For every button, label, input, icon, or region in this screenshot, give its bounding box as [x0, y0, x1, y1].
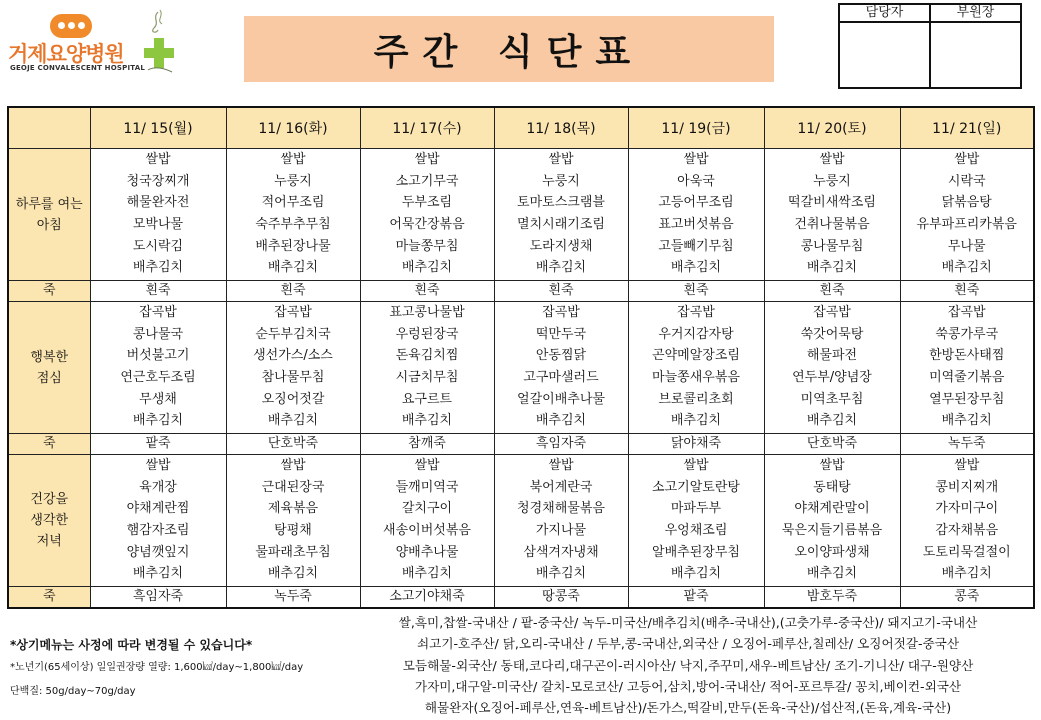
- menu-item: 곤약메알장조림: [652, 348, 740, 364]
- porridge-cell: 흑임자죽: [494, 434, 628, 455]
- menu-item: 탕평채: [274, 523, 312, 539]
- menu-item: 배추김치: [401, 566, 453, 582]
- lunch-label-line: 점심: [36, 370, 62, 386]
- menu-item: 북어계란국: [529, 479, 593, 495]
- approval-sign-vice-director[interactable]: [930, 22, 1021, 88]
- breakfast-menu-cell: [494, 149, 628, 281]
- menu-item: 마늘쫑새우볶음: [652, 370, 740, 386]
- menu-item: 잡곡밥: [274, 305, 312, 320]
- porridge-cell: 콩죽: [900, 587, 1034, 609]
- porridge-cell: 흰죽: [628, 281, 764, 302]
- menu-item: 마늘쫑무침: [395, 238, 459, 254]
- day-header: 11/ 16(화): [226, 107, 360, 149]
- menu-item: 두부조림: [401, 195, 453, 211]
- menu-item: 쑥갓어묵탕: [800, 326, 864, 342]
- menu-item: 열무된장무침: [929, 391, 1005, 407]
- menu-item: 안동찜닭: [535, 348, 587, 364]
- menu-item: 쌀밥: [280, 458, 306, 473]
- porridge-cell: 팥죽: [628, 587, 764, 609]
- menu-item: 무생채: [139, 391, 177, 407]
- origin-line: 쇠고기-호주산/ 닭,오리-국내산 / 두부,콩-국내산,외국산 / 오징어-페루산,칠레산/ 오징어젓갈-중국산: [416, 636, 960, 652]
- porridge-cell: 흰죽: [226, 281, 360, 302]
- menu-item: 건취나물볶음: [794, 217, 870, 233]
- menu-item: 표고콩나물밥: [389, 305, 465, 320]
- menu-item: 소고기무국: [395, 173, 459, 189]
- menu-item: 오이양파생채: [794, 544, 870, 560]
- menu-item: 생선가스/소스: [253, 348, 333, 364]
- menu-item: 쌀밥: [954, 152, 980, 167]
- change-notice: *상기메뉴는 사정에 따라 변경될 수 있습니다*: [10, 638, 253, 652]
- menu-item: 누룽지: [813, 173, 851, 189]
- dinner-label-line: 건강을: [30, 492, 69, 507]
- day-header: 11/ 18(목): [494, 107, 628, 149]
- day-header: 11/ 15(월): [90, 107, 226, 149]
- menu-item: 쑥콩가루국: [935, 326, 999, 342]
- menu-item: 연근호두조림: [120, 370, 196, 386]
- menu-item: 콩나물국: [132, 326, 184, 342]
- menu-item: 얼갈이배추나물: [517, 391, 605, 407]
- menu-item: 배추김치: [132, 260, 184, 276]
- porridge-cell: 단호박죽: [764, 434, 900, 455]
- origin-line: 해물완자(오징어-페루산,연육-베트남산)/돈가스,떡갈비,만두(돈육-국산)/섭산적,(돈육,계육-국산): [424, 700, 952, 716]
- menu-item: 야채계란말이: [794, 501, 870, 517]
- breakfast-label-line: 아침: [36, 217, 62, 233]
- page-title: 주간 식단표: [244, 16, 774, 82]
- lunch-menu-cell: [360, 302, 494, 434]
- menu-item: 숙주부추무침: [255, 217, 331, 233]
- breakfast-menu-cell: [360, 149, 494, 281]
- menu-item: 쌀밥: [548, 152, 574, 167]
- porridge-cell: 소고기야채죽: [360, 587, 494, 609]
- menu-item: 돈육김치찜: [395, 348, 459, 364]
- lunch-label-line: 행복한: [30, 349, 69, 365]
- menu-item: 쌀밥: [954, 458, 980, 473]
- menu-item: 감자채볶음: [935, 523, 999, 539]
- dinner-label: [8, 455, 90, 587]
- menu-item: 양배추나물: [395, 544, 459, 560]
- menu-item: 배추김치: [267, 566, 319, 582]
- menu-item: 배추김치: [806, 413, 858, 429]
- dinner-menu-cell: [764, 455, 900, 587]
- menu-item: 소고기알토란탕: [652, 479, 740, 495]
- breakfast-label: [8, 149, 90, 281]
- approval-box: [838, 3, 1022, 89]
- corner-cell: [8, 107, 90, 149]
- menu-item: 배추된장나물: [255, 238, 331, 254]
- breakfast-menu-cell: [900, 149, 1034, 281]
- day-header: 11/ 20(토): [764, 107, 900, 149]
- lunch_porridge-row: [8, 434, 1034, 455]
- hospital-name-en: GEOJE CONVALESCENT HOSPITAL: [10, 64, 145, 72]
- porridge-cell: 닭야채죽: [628, 434, 764, 455]
- porridge-cell: 흰죽: [360, 281, 494, 302]
- dinner-label-line: 저녁: [36, 534, 62, 549]
- protein-recommendation: 단백질: 50g/day~70g/day: [10, 686, 136, 697]
- menu-item: 알배추된장무침: [652, 544, 740, 560]
- breakfast_porridge-label: 죽: [8, 281, 90, 302]
- menu-item: 동태탕: [813, 479, 851, 495]
- menu-item: 청경채해물볶음: [517, 501, 605, 517]
- lunch-menu-cell: [628, 302, 764, 434]
- breakfast-menu-cell: [90, 149, 226, 281]
- menu-item: 배추김치: [132, 566, 184, 582]
- lunch-menu-cell: [90, 302, 226, 434]
- menu-item: 쌀밥: [145, 458, 171, 473]
- menu-item: 쌀밥: [683, 458, 709, 473]
- menu-item: 쌀밥: [414, 458, 440, 473]
- dinner_porridge-label: 죽: [8, 587, 90, 609]
- menu-item: 해물완자전: [126, 195, 190, 211]
- porridge-cell: 팥죽: [90, 434, 226, 455]
- menu-item: 쌀밥: [145, 152, 171, 167]
- origin-line: 모듬해물-외국산/ 동태,코다리,대구곤이-러시아산/ 낙지,주꾸미,새우-베트남산/ 조기-기니산/ 대구-원양산: [402, 657, 974, 673]
- porridge-cell: 흑임자죽: [90, 587, 226, 609]
- approval-header-staff: 담당자: [839, 4, 930, 22]
- menu-item: 멸치시래기조림: [517, 217, 605, 233]
- dinner-menu-cell: [900, 455, 1034, 587]
- menu-item: 양념깻잎지: [126, 544, 190, 560]
- menu-item: 토마토스크램블: [517, 195, 605, 211]
- dinner-menu-cell: [494, 455, 628, 587]
- approval-header-vice-director: 부원장: [930, 4, 1021, 22]
- menu-item: 고구마샐러드: [523, 370, 599, 386]
- menu-item: 쌀밥: [280, 152, 306, 167]
- menu-item: 들깨미역국: [395, 479, 459, 495]
- porridge-cell: 흰죽: [494, 281, 628, 302]
- menu-item: 새송이버섯볶음: [383, 523, 471, 539]
- menu-item: 한방돈사태찜: [929, 348, 1005, 364]
- menu-item: 배추김치: [806, 260, 858, 276]
- day-header-row: [8, 107, 1034, 149]
- menu-item: 우엉채조림: [664, 523, 728, 539]
- hospital-logo: [6, 8, 176, 80]
- energy-recommendation: *노년기(65세이상) 일일권장량 열량: 1,600㎉/day~1,800㎉/day: [10, 662, 304, 673]
- breakfast-menu-cell: [764, 149, 900, 281]
- menu-item: 근대된장국: [261, 479, 325, 495]
- menu-item: 갈치구이: [401, 501, 453, 517]
- menu-item: 미역줄기볶음: [929, 370, 1005, 386]
- menu-item: 쌀밥: [683, 152, 709, 167]
- menu-item: 어묵간장볶음: [389, 217, 465, 233]
- menu-item: 무나물: [947, 238, 986, 254]
- menu-item: 모박나물: [132, 217, 184, 233]
- menu-item: 배추김치: [401, 260, 453, 276]
- menu-item: 고등어무조림: [658, 195, 734, 211]
- menu-item: 햄감자조림: [126, 523, 190, 539]
- menu-item: 잡곡밥: [813, 305, 851, 320]
- dinner-menu-cell: [628, 455, 764, 587]
- menu-item: 유부파프리카볶음: [916, 217, 1017, 233]
- menu-item: 배추김치: [267, 260, 319, 276]
- menu-item: 야채계란찜: [126, 501, 190, 517]
- day-header: 11/ 21(일): [900, 107, 1034, 149]
- lunch_porridge-label: 죽: [8, 434, 90, 455]
- menu-item: 잡곡밥: [139, 305, 177, 320]
- menu-item: 배추김치: [670, 260, 722, 276]
- porridge-cell: 단호박죽: [226, 434, 360, 455]
- menu-item: 배추김치: [670, 413, 722, 429]
- dinner-menu-cell: [90, 455, 226, 587]
- menu-item: 누룽지: [274, 173, 312, 189]
- menu-item: 배추김치: [941, 566, 992, 582]
- day-header: 11/ 19(금): [628, 107, 764, 149]
- breakfast-menu-cell: [628, 149, 764, 281]
- menu-item: 표고버섯볶음: [658, 217, 734, 233]
- porridge-cell: 땅콩죽: [494, 587, 628, 609]
- menu-item: 배추김치: [132, 413, 184, 429]
- menu-item: 도시락김: [132, 238, 184, 254]
- hospital-name: 거제요양병원: [8, 42, 124, 66]
- porridge-cell: 흰죽: [900, 281, 1034, 302]
- menu-item: 브로콜리초회: [658, 391, 734, 407]
- menu-item: 배추김치: [267, 413, 319, 429]
- menu-item: 참나물무침: [261, 370, 325, 386]
- menu-item: 쌀밥: [819, 152, 845, 167]
- menu-item: 시락국: [947, 173, 986, 189]
- dinner-row: [8, 455, 1034, 587]
- menu-item: 도라지생채: [529, 238, 593, 254]
- menu-item: 마파두부: [670, 501, 722, 517]
- menu-item: 배추김치: [806, 566, 858, 582]
- breakfast-menu-cell: [226, 149, 360, 281]
- day-header: 11/ 17(수): [360, 107, 494, 149]
- menu-item: 순두부김치국: [255, 326, 331, 342]
- origin-line: 쌀,흑미,찹쌀-국내산 / 팥-중국산/ 녹두-미국산/배추김치(배추-국내산),(고춧가루-중국산)/ 돼지고기-국내산: [398, 615, 978, 630]
- menu-item: 버섯불고기: [126, 348, 190, 364]
- menu-item: 가지나물: [535, 523, 587, 539]
- menu-item: 가자미구이: [935, 501, 999, 517]
- menu-item: 배추김치: [401, 413, 453, 429]
- porridge-cell: 흰죽: [90, 281, 226, 302]
- menu-item: 콩비지찌개: [935, 479, 999, 495]
- menu-item: 배추김치: [535, 260, 587, 276]
- menu-item: 쌀밥: [819, 458, 845, 473]
- weekly-menu-table: [7, 106, 1035, 609]
- menu-item: 우거지감자탕: [658, 326, 734, 342]
- menu-item: 아욱국: [677, 173, 715, 189]
- porridge-cell: 녹두죽: [900, 434, 1034, 455]
- lunch-menu-cell: [764, 302, 900, 434]
- menu-item: 쌀밥: [414, 152, 440, 167]
- menu-item: 떡만두국: [535, 326, 587, 342]
- logo-badge-icon: [50, 14, 92, 38]
- lunch-menu-cell: [226, 302, 360, 434]
- menu-item: 해물파전: [806, 348, 858, 364]
- menu-item: 떡갈비새싹조림: [788, 195, 876, 211]
- menu-item: 삼색겨자냉채: [523, 544, 599, 560]
- menu-item: 묵은지들기름볶음: [781, 523, 883, 539]
- lunch-menu-cell: [900, 302, 1034, 434]
- menu-item: 시금치무침: [395, 370, 459, 386]
- menu-item: 잡곡밥: [677, 305, 715, 320]
- menu-item: 쌀밥: [548, 458, 574, 473]
- porridge-cell: 녹두죽: [226, 587, 360, 609]
- breakfast-row: [8, 149, 1034, 281]
- menu-item: 물파래초무침: [255, 544, 331, 560]
- breakfast-label-line: 하루를 여는: [15, 196, 83, 212]
- menu-item: 우렁된장국: [395, 326, 459, 342]
- menu-item: 배추김치: [941, 413, 992, 429]
- origin-line: 가자미,대구알-미국산/ 갈치-모로코산/ 고등어,삼치,방어-국내산/ 적어-포르투갈/ 꽁치,베이컨-외국산: [414, 678, 962, 694]
- dinner-menu-cell: [226, 455, 360, 587]
- menu-item: 오징어젓갈: [261, 391, 325, 407]
- menu-item: 잡곡밥: [542, 305, 580, 320]
- breakfast_porridge-row: [8, 281, 1034, 302]
- menu-item: 닭볶음탕: [941, 195, 992, 211]
- menu-item: 잡곡밥: [947, 305, 986, 320]
- menu-item: 배추김치: [535, 413, 587, 429]
- menu-item: 연두부/양념장: [792, 370, 872, 386]
- dinner-label-line: 생각한: [30, 513, 69, 528]
- menu-item: 요구르트: [401, 391, 453, 407]
- lunch-menu-cell: [494, 302, 628, 434]
- menu-item: 도토리묵걸절이: [922, 544, 1011, 560]
- approval-sign-staff[interactable]: [839, 22, 930, 88]
- menu-item: 적어무조림: [261, 195, 325, 211]
- menu-item: 육개장: [139, 479, 177, 495]
- porridge-cell: 흰죽: [764, 281, 900, 302]
- porridge-cell: 밤호두죽: [764, 587, 900, 609]
- menu-item: 배추김치: [670, 566, 722, 582]
- ingredient-origin: [352, 612, 1024, 718]
- lunch-row: [8, 302, 1034, 434]
- menu-item: 청국장찌개: [126, 173, 190, 189]
- menu-item: 고들빼기무침: [658, 238, 734, 254]
- menu-item: 콩나물무침: [800, 238, 864, 254]
- menu-item: 미역초무침: [800, 391, 864, 407]
- lunch-label: [8, 302, 90, 434]
- porridge-cell: 참깨죽: [360, 434, 494, 455]
- menu-item: 누룽지: [542, 173, 580, 189]
- dinner-menu-cell: [360, 455, 494, 587]
- menu-item: 배추김치: [941, 260, 992, 276]
- menu-item: 제육볶음: [267, 501, 319, 517]
- menu-item: 배추김치: [535, 566, 587, 582]
- dinner_porridge-row: [8, 587, 1034, 609]
